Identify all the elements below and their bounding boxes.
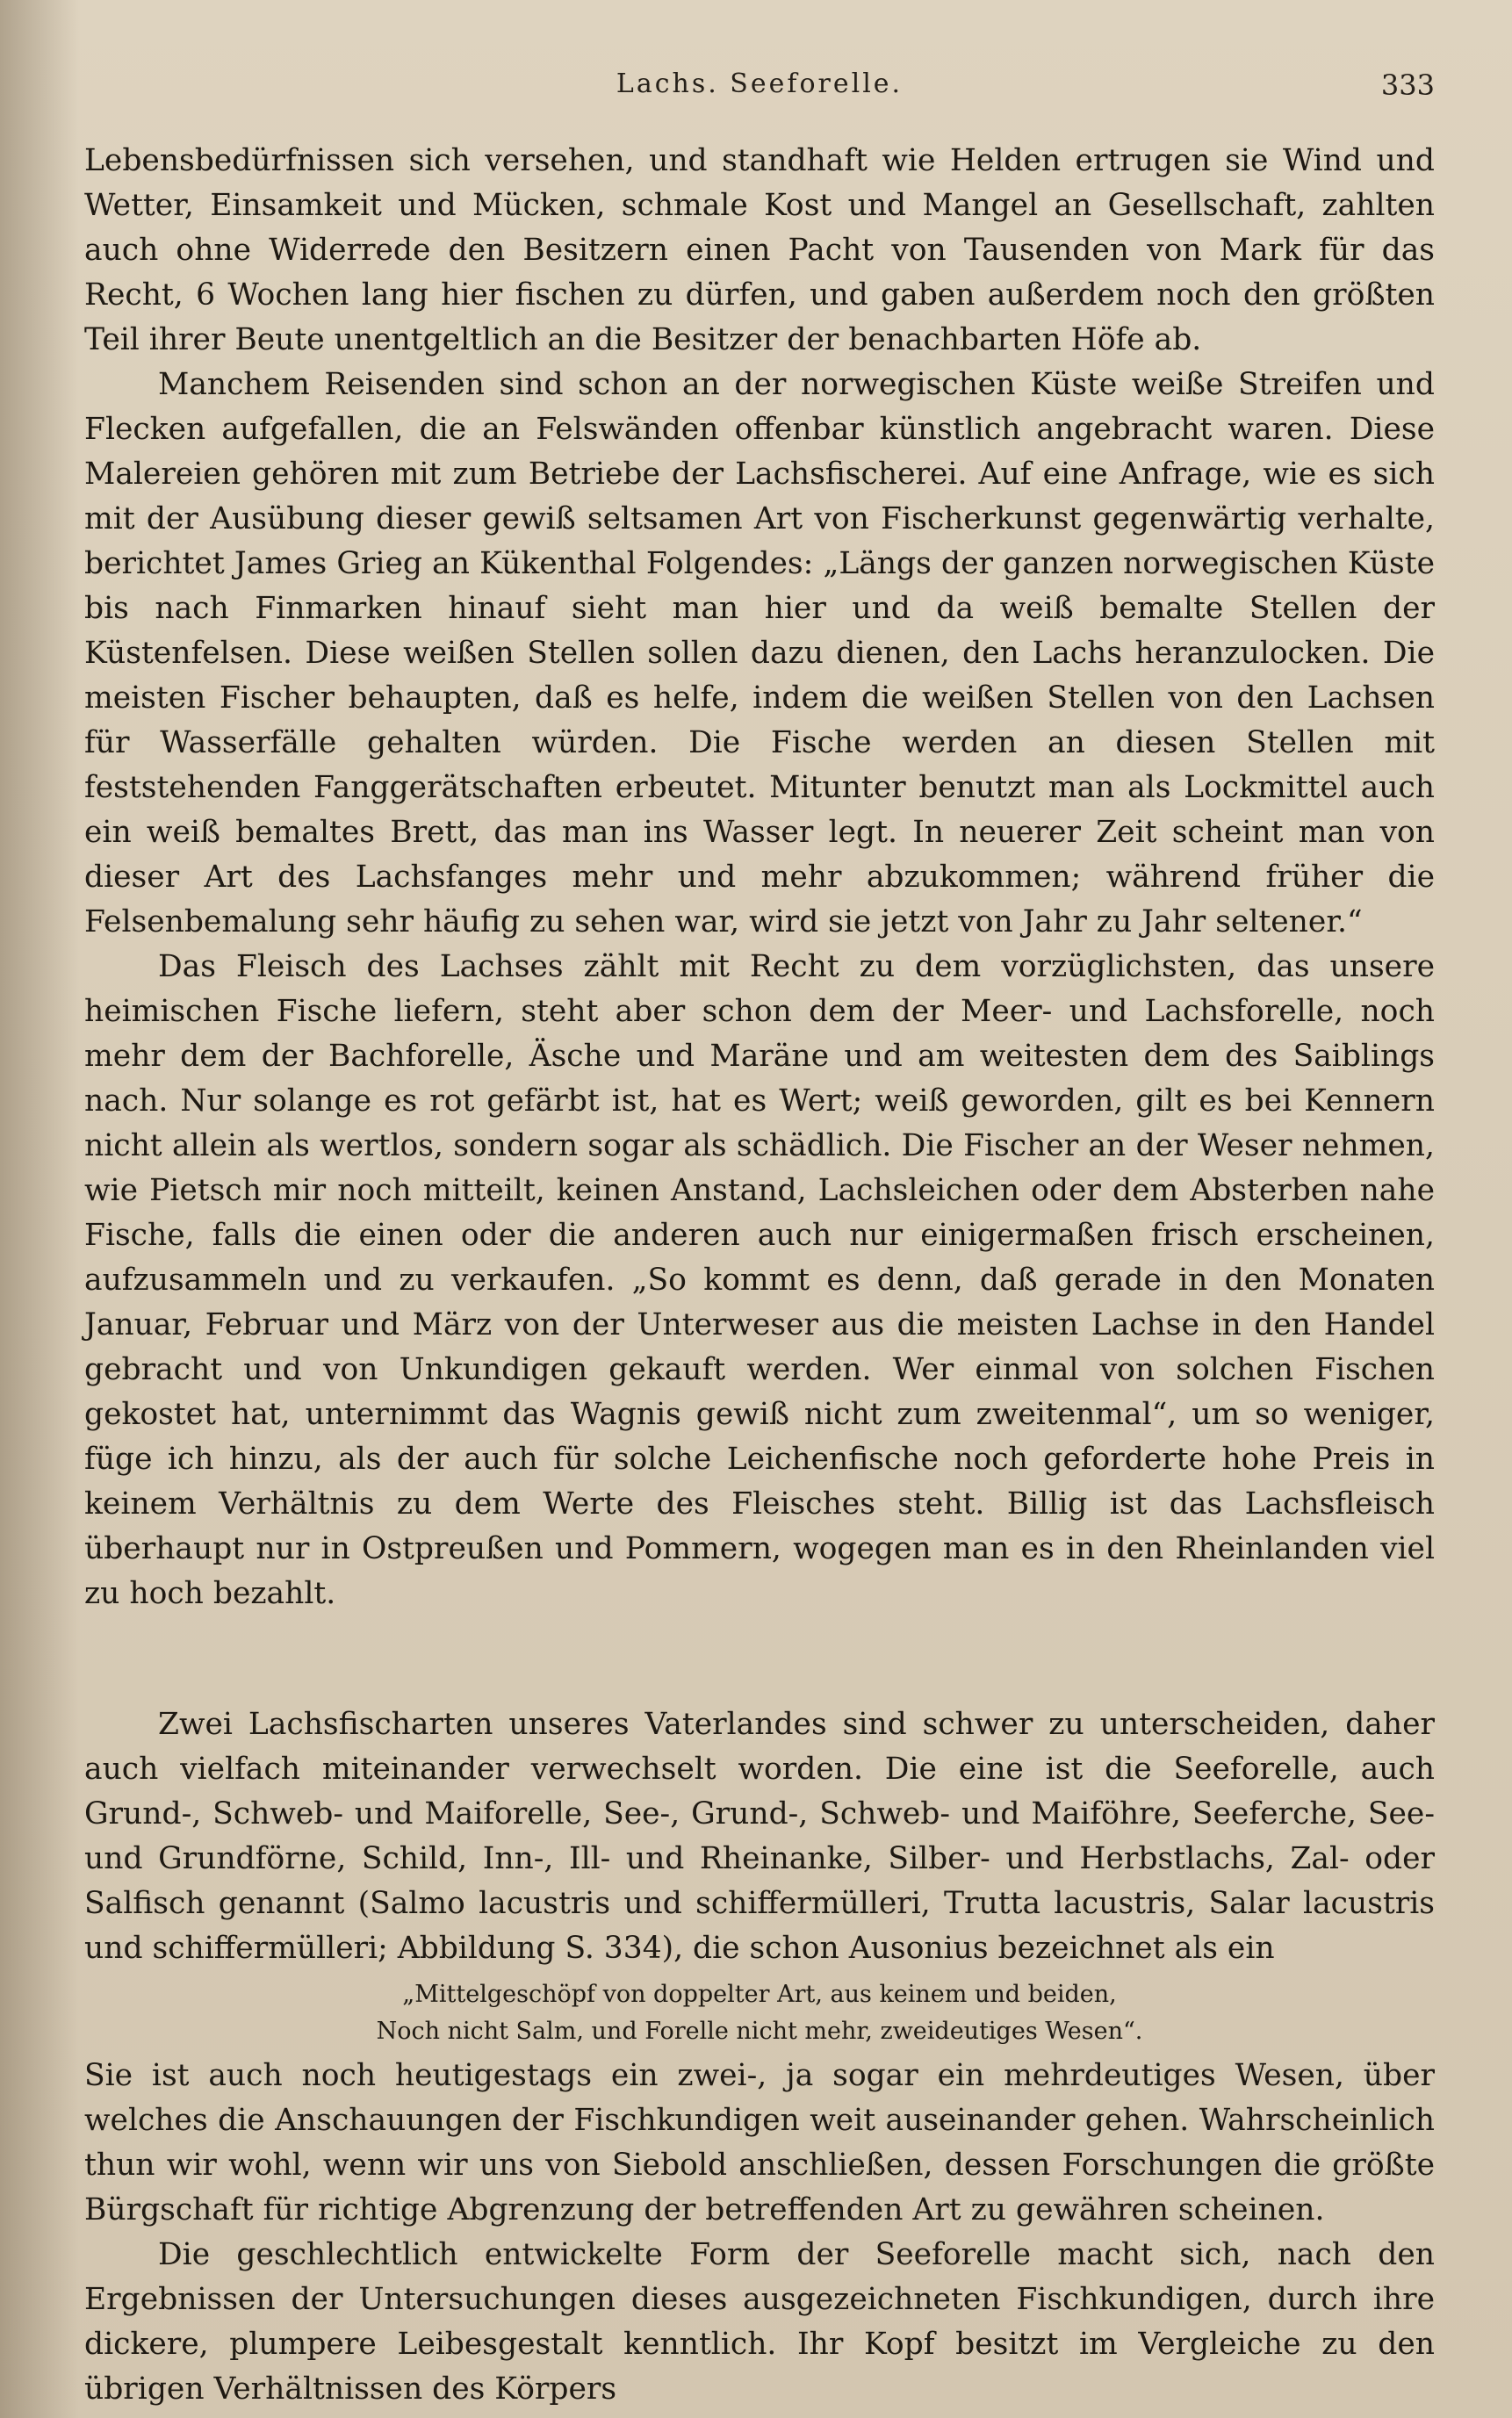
running-title: Lachs. Seeforelle.	[616, 68, 904, 99]
quote-line-2: Noch nicht Salm, und Forelle nicht mehr, zweideutiges Wesen“.	[376, 2018, 1143, 2045]
ausonius-quote	[84, 1976, 1435, 2050]
paragraph-ambiguous-being: Sie ist auch noch heutigestags ein zwei-, ja sogar ein mehrdeutiges Wesen, über welches die Anschauungen der Fischkundigen weit auseinander gehen. Wahrscheinlich thun wir wohl, wenn wir uns von Siebold anschließen, dessen Forschungen die größte Bürgschaft für richtige Abgrenzung der betreffenden Art zu gewähren scheinen.	[84, 2058, 1435, 2227]
running-header	[84, 68, 1435, 112]
page-number: 333	[1380, 68, 1435, 102]
paragraph-lake-trout-intro: Zwei Lachsfischarten unseres Vaterlandes sind schwer zu unterscheiden, daher auch vielfach miteinander verwechselt worden. Die eine ist die Seeforelle, auch Grund-, Schweb- und Maiforelle, See-, Grund-, Schweb- und Maiföhre, Seeferche, See- und Grundförne, Schild, Inn-, Ill- und Rheinanke, Silber- und Herbstlachs, Zal- oder Salfisch genannt (Salmo lacustris und schiffermülleri, Trutta lacustris, Salar lacustris und schiffermülleri; Abbildung S. 334), die schon Ausonius bezeichnet als ein	[84, 1707, 1435, 1966]
paragraph-continued: Lebensbedürfnissen sich versehen, und standhaft wie Helden ertrugen sie Wind und Wetter, Einsamkeit und Mücken, schmale Kost und Mangel an Gesellschaft, zahlten auch ohne Widerrede den Besitzern einen Pacht von Tausenden von Mark für das Recht, 6 Wochen lang hier fischen zu dürfen, und gaben außerdem noch den größten Teil ihrer Beute unentgeltlich an die Besitzer der benachbarten Höfe ab.	[84, 143, 1435, 357]
page-body	[84, 139, 1435, 2412]
section-break	[84, 1616, 1435, 1702]
paragraph-developed-form: Die geschlechtlich entwickelte Form der Seeforelle macht sich, nach den Ergebnissen der Untersuchungen dieses ausgezeichneten Fischkundigen, durch ihre dickere, plumpere Leibesgestalt kenntlich. Ihr Kopf besitzt im Vergleiche zu den übrigen Verhältnissen des Körpers	[84, 2237, 1435, 2407]
quote-line-1: „Mittelgeschöpf von doppelter Art, aus keinem und beiden,	[402, 1981, 1117, 2008]
paragraph-painted-rocks: Manchem Reisenden sind schon an der norwegischen Küste weiße Streifen und Flecken aufgefallen, die an Felswänden offenbar künstlich angebracht waren. Diese Malereien gehören mit zum Betriebe der Lachsfischerei. Auf eine Anfrage, wie es sich mit der Ausübung dieser gewiß seltsamen Art von Fischerkunst gegenwärtig verhalte, berichtet James Grieg an Kükenthal Folgendes: „Längs der ganzen norwegischen Küste bis nach Finmarken hinauf sieht man hier und da weiß bemalte Stellen der Küstenfelsen. Diese weißen Stellen sollen dazu dienen, den Lachs heranzulocken. Die meisten Fischer behaupten, daß es helfe, indem die weißen Stellen von den Lachsen für Wasserfälle gehalten würden. Die Fische werden an diesen Stellen mit feststehenden Fanggerätschaften erbeutet. Mitunter benutzt man als Lockmittel auch ein weiß bemaltes Brett, das man ins Wasser legt. In neuerer Zeit scheint man von dieser Art des Lachsfanges mehr und mehr abzukommen; während früher die Felsenbemalung sehr häufig zu sehen war, wird sie jetzt von Jahr zu Jahr seltener.“	[84, 367, 1435, 939]
paragraph-salmon-meat: Das Fleisch des Lachses zählt mit Recht zu dem vorzüglichsten, das unsere heimischen Fische liefern, steht aber schon dem der Meer- und Lachsforelle, noch mehr dem der Bachforelle, Äsche und Maräne und am weitesten dem des Saiblings nach. Nur solange es rot gefärbt ist, hat es Wert; weiß geworden, gilt es bei Kennern nicht allein als wertlos, sondern sogar als schädlich. Die Fischer an der Weser nehmen, wie Pietsch mir noch mitteilt, keinen Anstand, Lachsleichen oder dem Absterben nahe Fische, falls die einen oder die anderen auch nur einigermaßen frisch erscheinen, aufzusammeln und zu verkaufen. „So kommt es denn, daß gerade in den Monaten Januar, Februar und März von der Unterweser aus die meisten Lachse in den Handel gebracht und von Unkundigen gekauft werden. Wer einmal von solchen Fischen gekostet hat, unternimmt das Wagnis gewiß nicht zum zweitenmal“, um so weniger, füge ich hinzu, als der auch für solche Leichenfische noch geforderte hohe Preis in keinem Verhältnis zu dem Werte des Fleisches steht. Billig ist das Lachsfleisch überhaupt nur in Ostpreußen und Pommern, wogegen man es in den Rheinlanden viel zu hoch bezahlt.	[84, 949, 1435, 1611]
